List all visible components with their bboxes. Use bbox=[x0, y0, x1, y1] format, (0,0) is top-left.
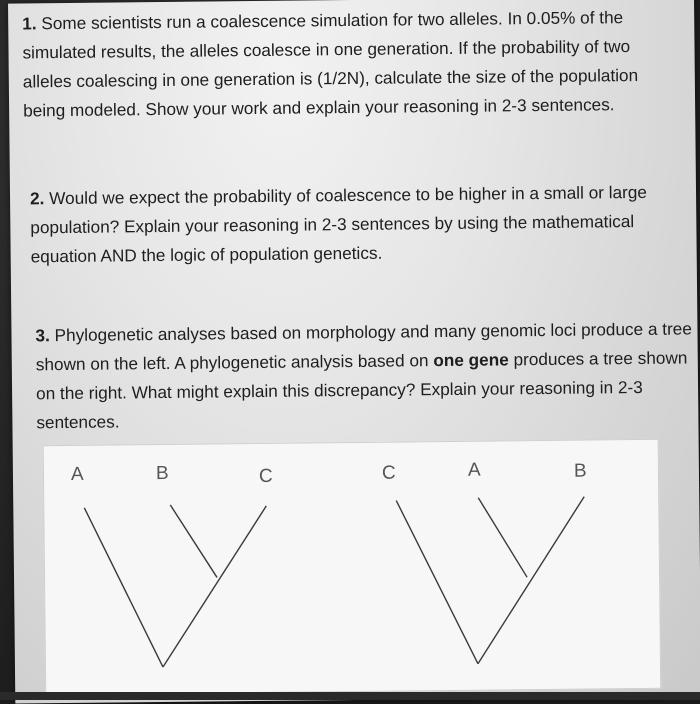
right-tree-label-3: B bbox=[573, 460, 587, 482]
question-3-number: 3. bbox=[35, 325, 50, 346]
question-3 bbox=[35, 314, 694, 437]
worksheet-page bbox=[8, 0, 700, 704]
question-1 bbox=[22, 3, 681, 126]
question-2-text: Would we expect the probability of coalescence to be higher in a small or large population? Explain your reasoning in 2-3 sentences by using the mathematical equation AND the logic of population genetics. bbox=[30, 181, 648, 267]
question-3-emphasis: one gene bbox=[433, 349, 509, 371]
right-tree-branch-a bbox=[478, 497, 527, 577]
right-tree-branch-c bbox=[396, 500, 478, 665]
left-tree-branch-a bbox=[84, 507, 163, 668]
question-2 bbox=[30, 177, 689, 271]
right-tree-label-1: C bbox=[381, 462, 396, 484]
question-1-text: Some scientists run a coalescence simulation for two alleles. In 0.05% of the simulated results, the alleles coalesce in one generation. If the probability of two alleles coalescing in one generation is (1/2N), calculate the size of the population being modeled. Show your work and explain your reasoning in 2-3 sentences. bbox=[22, 7, 639, 121]
left-tree-label-2: B bbox=[155, 462, 169, 485]
phylogenetic-trees-figure bbox=[43, 439, 662, 695]
question-3-text-start: Phylogenetic analyses based on morphology and many genomic loci produce a tree shown on the left. A phylogenetic analysis based on bbox=[35, 318, 692, 375]
question-1-number: 1. bbox=[22, 13, 37, 34]
left-tree-label-3: C bbox=[258, 465, 273, 487]
photo-bottom-edge bbox=[0, 692, 700, 700]
left-tree-branch-c bbox=[161, 506, 268, 667]
left-tree-branch-b bbox=[170, 504, 217, 577]
question-2-number: 2. bbox=[29, 188, 45, 209]
tree-diagrams bbox=[44, 440, 661, 694]
left-tree-label-1: A bbox=[70, 463, 84, 485]
right-tree-label-2: A bbox=[467, 459, 481, 481]
question-3-text-end: produces a tree shown on the right. What might explain this discrepancy? Explain your reasoning in 2-3 sentences. bbox=[35, 347, 688, 433]
